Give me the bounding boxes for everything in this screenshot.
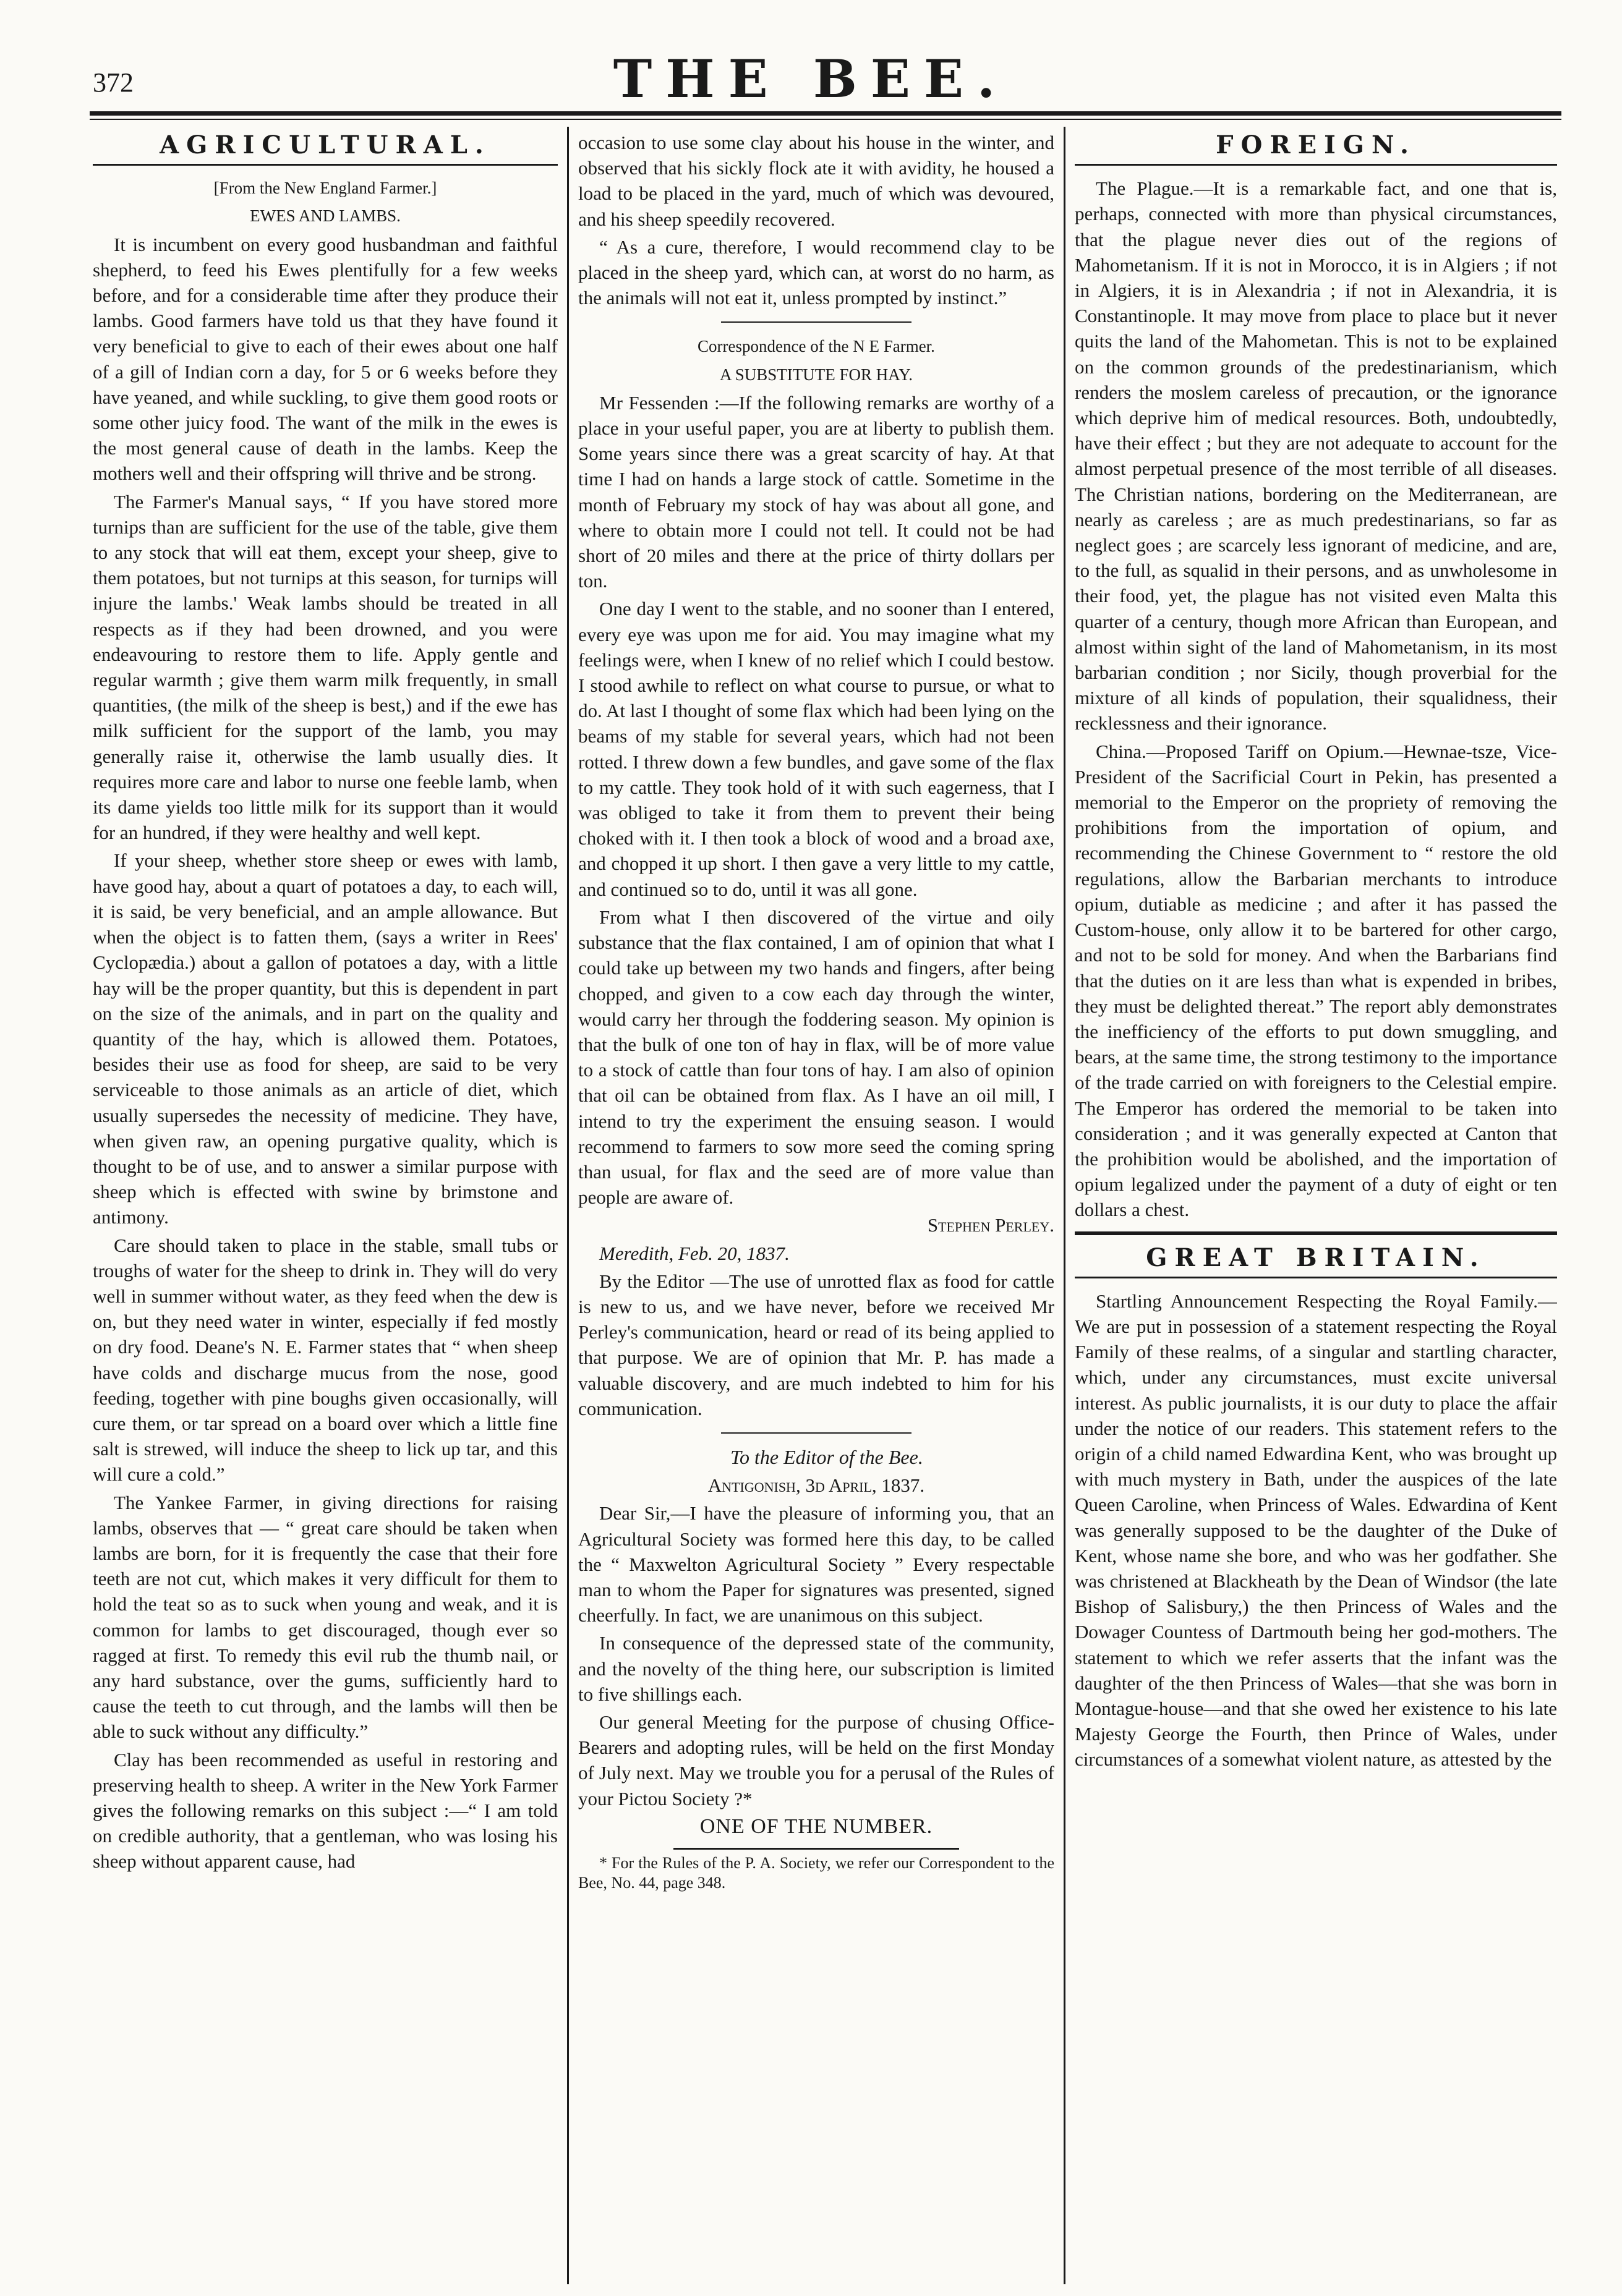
article-separator <box>721 321 911 323</box>
article-paragraph: Startling Announcement Respecting the Royal Family.—We are put in possession of a statement respecting the Royal Family of these realms, of a singular and startling character, which, under any circumstances, must excite universal interest. As public journalists, it is our duty to place the affair under the notice of our readers. This statement refers to the origin of a child named Edwardina Kent, who was brought up with much mystery in Bath, under the auspices of the late Queen Caroline, when Princess of Wales. Edwardina of Kent was generally supposed to be the daughter of the Duke of Kent, whose name she bore, and who was her godfather. She was christened at Blackheath by the Dean of Windsor (the late Bishop of Salisbury,) the then Princess of Wales and the Dowager Countess of Dartmouth being her god-mothers. The statement to which we refer asserts that the infant was the daughter of the then Princess of Wales—that she was born in Montague-house—and that she owed her existence to his late Majesty George the Fourth, then Prince of Wales, under circumstances of a somewhat violent nature, as attested by the <box>1075 1290 1557 1771</box>
article-paragraph: Clay has been recommended as useful in restoring and preserving health to sheep. A writer in the New York Farmer gives the following remarks on this subject :—“ I am told on credible authority, that a gentleman, who was losing his sheep without apparent cause, had <box>93 1748 558 1873</box>
article-paragraph: Care should taken to place in the stable, small tubs or troughs of water for the sheep to drink in. They will do very well in summer without water, as they feed when the dew is on, but they need water in winter, especially if fed mostly on dry food. Deane's N. E. Farmer states that “ when sheep have colds and discharge mucus from the nose, good feeding, together with pine boughs given occasionally, will cure them, or tar spread on a board over which a little fine salt is strewed, will induce the sheep to lick up tar, and this will cure a cold.” <box>93 1234 558 1486</box>
column-middle <box>578 130 1054 2287</box>
correspondence-title: A SUBSTITUTE FOR HAY. <box>719 365 913 384</box>
article-source: [From the New England Farmer.] <box>213 179 437 198</box>
article-separator <box>721 1432 911 1434</box>
article-continuation: occasion to use some clay about his house in the winter, and observed that his sickly flock ate it with avidity, he housed a load to be placed in the yard, much of which was devoured, and his sheep speedily recovered. <box>578 132 1054 230</box>
letter-signoff: ONE OF THE NUMBER. <box>699 1814 933 1838</box>
column-agricultural <box>93 130 558 2287</box>
editor-note: By the Editor —The use of unrotted flax as food for cattle is new to us, and we have never, before we received Mr Perley's communication, heard or read of its being applied to that purpose. We are of opinion that Mr. P. has made a valuable discovery, and are much indebted to him for his communication. <box>578 1270 1054 1419</box>
article-paragraph: “ As a cure, therefore, I would recommend clay to be placed in the sheep yard, which can, at worst do no harm, as the animals will not eat it, unless prompted by instinct.” <box>578 236 1054 309</box>
column-rule-2 <box>1064 127 1065 2284</box>
letter-paragraph: Dear Sir,—I have the pleasure of informing you, that an Agricultural Society was formed here this day, to be called the “ Maxwelton Agricultural Society ” Every respectable man to whom the Paper for signatures was presented, signed cheerfully. In fact, we are unanimous on this subject. <box>578 1502 1054 1626</box>
masthead-title: THE BEE. <box>613 48 1009 109</box>
article-title: EWES AND LAMBS. <box>250 206 401 226</box>
letter-dateline: Antigonish, 3d April, 1837. <box>707 1474 925 1497</box>
article-paragraph: From what I then discovered of the virtue and oily substance that the flax contained, I am of opinion that what I could take up between my two hands and fingers, after being chopped, and given to a cow each day through the winter, would carry her through the foddering season. My opinion is that the bulk of one ton of hay in flax, will be of more value to a stock of cattle than four tons of hay. I am also of opinion that oil can be obtained from flax. As I have an oil mill, I intend to try the experiment the ensuing season. I would recommend to farmers to sow more seed the coming spring than usual, for flax and the seed are of more value than people are aware of. <box>578 906 1054 1209</box>
section-heading-great-britain: GREAT BRITAIN. <box>1075 1231 1557 1278</box>
footnote-rule <box>673 1848 959 1850</box>
page-number: 372 <box>93 67 134 98</box>
top-rule-thin <box>90 119 1561 120</box>
article-paragraph: Mr Fessenden :—If the following remarks are worthy of a place in your useful paper, you are at liberty to publish them. Some years since there was a great scarcity of hay. At that time I had on hands a large stock of cattle. Sometime in the month of February my stock of hay was about all gone, and where to obtain more I could not tell. It could not be had short of 20 miles and there at the price of thirty dollars per ton. <box>578 391 1054 592</box>
footnote: * For the Rules of the P. A. Society, we refer our Correspondent to the Bee, No. 44, page 348. <box>578 1854 1054 1892</box>
article-paragraph: It is incumbent on every good husbandman and faithful shepherd, to feed his Ewes plentifully for a few weeks before, and for a considerable time after they produce their lambs. Good farmers have told us that they have found it very beneficial to give to each of their ewes about one half of a gill of Indian corn a day, for 5 or 6 weeks before they have yeaned, and while suckling, to give them good roots or some other juicy food. The want of the milk in the ewes is the most general cause of death in the lambs. Keep the mothers well and their offspring will thrive and be strong. <box>93 233 558 485</box>
section-heading-agricultural: AGRICULTURAL. <box>93 130 558 166</box>
correspondence-dateline: Meredith, Feb. 20, 1837. <box>599 1242 790 1264</box>
article-paragraph: The Farmer's Manual says, “ If you have stored more turnips than are sufficient for the use of the table, give them to any stock that will eat them, except your sheep, give to them potatoes, but not turnips at this season, for turnips will injure the lambs.' Weak lambs should be treated in all respects as if they had been drowned, and you were endeavouring to restore them to life. Apply gentle and regular warmth ; give them warm milk frequently, in small quantities, (the milk of the sheep is best,) and if the ewe has milk sufficient for the support of the lamb, you may generally raise it, otherwise the lamb usually dies. It requires more care and labor to nurse one feeble lamb, when its dame yields too little milk for its support than it would for an hundred, if they were healthy and well kept. <box>93 490 558 844</box>
letter-paragraph: In consequence of the depressed state of the community, and the novelty of the thing here, our subscription is limited to five shillings each. <box>578 1632 1054 1705</box>
column-foreign <box>1075 130 1557 2287</box>
correspondence-heading: Correspondence of the N E Farmer. <box>698 337 935 356</box>
article-paragraph: If your sheep, whether store sheep or ewes with lamb, have good hay, about a quart of potatoes a day, to each will, it is said, be very beneficial, and an ample allowance. But when the object is to fatten them, (says a writer in Rees' Cyclopædia.) about a gallon of potatoes a day, with a little hay will be the proper quantity, but this is dependent in part on the size of the animals, and in part on the quality and quantity of the hay, which is allowed them. Potatoes, besides their use as food for sheep, are said to be very serviceable to those animals as an article of diet, which usually supersedes the necessity of medicine. They have, when given raw, an opening purgative quality, which is thought to be of use, and to answer a similar purpose with sheep which is effected with swine by brimstone and antimony. <box>93 849 558 1228</box>
article-paragraph: One day I went to the stable, and no sooner than I entered, every eye was upon me for aid. You may imagine what my feelings were, when I knew of no relief which I could bestow. I stood awhile to reflect on what course to pursue, or what to do. At last I thought of some flax which had been lying on the beams of my stable for several years, which had not been rotted. I threw down a few bundles, and gave some of the flax to my cattle. They took hold of it with such eagerness, that I was obliged to take it from them to prevent their being choked with it. I then took a block of wood and a broad axe, and chopped it up short. I then gave a very little to my cattle, and continued so to do, until it was all gone. <box>578 598 1054 900</box>
letter-heading: To the Editor of the Bee. <box>730 1445 923 1468</box>
column-rule-1 <box>567 127 569 2284</box>
article-paragraph: The Plague.—It is a remarkable fact, and one that is, perhaps, connected with more than physical circumstances, that the plague never dies out of the regions of Mahometanism. If it is not in Morocco, it is in Algiers ; if not in Algiers, it is in Alexandria ; if not in Alexandria, it is Constantinople. It may move from place to place but it never quits the land of the Mahometan. This is not to be explained on the common grounds of the predestinarianism, which renders the moslem careless of precaution, or the ignorance which deprive him of medical resources. Both, undoubtedly, have their effect ; but they are not adequate to account for the almost perpetual presence of the most terrible of all diseases. The Christian nations, bordering on the Mediterranean, are nearly as careless ; are as much predestinarians, so far as neglect goes ; are scarcely less ignorant of medicine, and are, to the full, as squalid in their persons, and as unwholesome in their food, yet, the plague has not visited even Malta this quarter of a century, though more African than European, and almost within sight of the land of Mahometanism, in its most barbarian condition ; nor Sicily, though proverbial for the mixture of all kinds of population, their squalidness, their recklessness and their ignorance. <box>1075 177 1557 734</box>
letter-paragraph: Our general Meeting for the purpose of chusing Office-Bearers and adopting rules, will be held on the first Monday of July next. May we trouble you for a perusal of the Rules of your Pictou Society ?* <box>578 1711 1054 1809</box>
article-paragraph: China.—Proposed Tariff on Opium.—Hewnae-tsze, Vice-President of the Sacrificial Court in Pekin, has presented a memorial to the Emperor on the propriety of removing the prohibitions from the importation of opium, and recommending the Chinese Government to “ restore the old regulations, allow the Barbarian merchants to introduce opium, dutiable as medicine ; and after it has passed the Custom-house, only allow it to be bartered for other cargo, and not to be sold for money. And when the Barbarians find that the duties on it are less than what is expended in bribes, they must be delighted thereat.” The report ably demonstrates the inefficiency of the efforts to put down smuggling, and bears, at the same time, the strong testimony to the importance of the trade carried on with foreigners to the Celestial empire. The Emperor has ordered the memorial to be taken into consideration ; and it was generally expected at Canton that the prohibition would be abolished, and the importation of opium legalized under the payment of a duty of eight or ten dollars a chest. <box>1075 740 1557 1221</box>
top-rule <box>90 111 1561 116</box>
correspondence-signature: Stephen Perley. <box>927 1214 1054 1236</box>
section-heading-foreign: FOREIGN. <box>1075 130 1557 166</box>
article-paragraph: The Yankee Farmer, in giving directions for raising lambs, observes that — “ great care should be taken when lambs are born, for it is frequently the case that their fore teeth are not cut, which makes it very difficult for them to hold the teat so as to suck when young and weak, and it is common for lambs to get discouraged, though ever so ragged at first. To remedy this evil rub the thumb nail, or any hard substance, over the gums, sufficiently hard to cause the teeth to cut through, and the lambs will then be able to suck without any difficulty.” <box>93 1491 558 1743</box>
